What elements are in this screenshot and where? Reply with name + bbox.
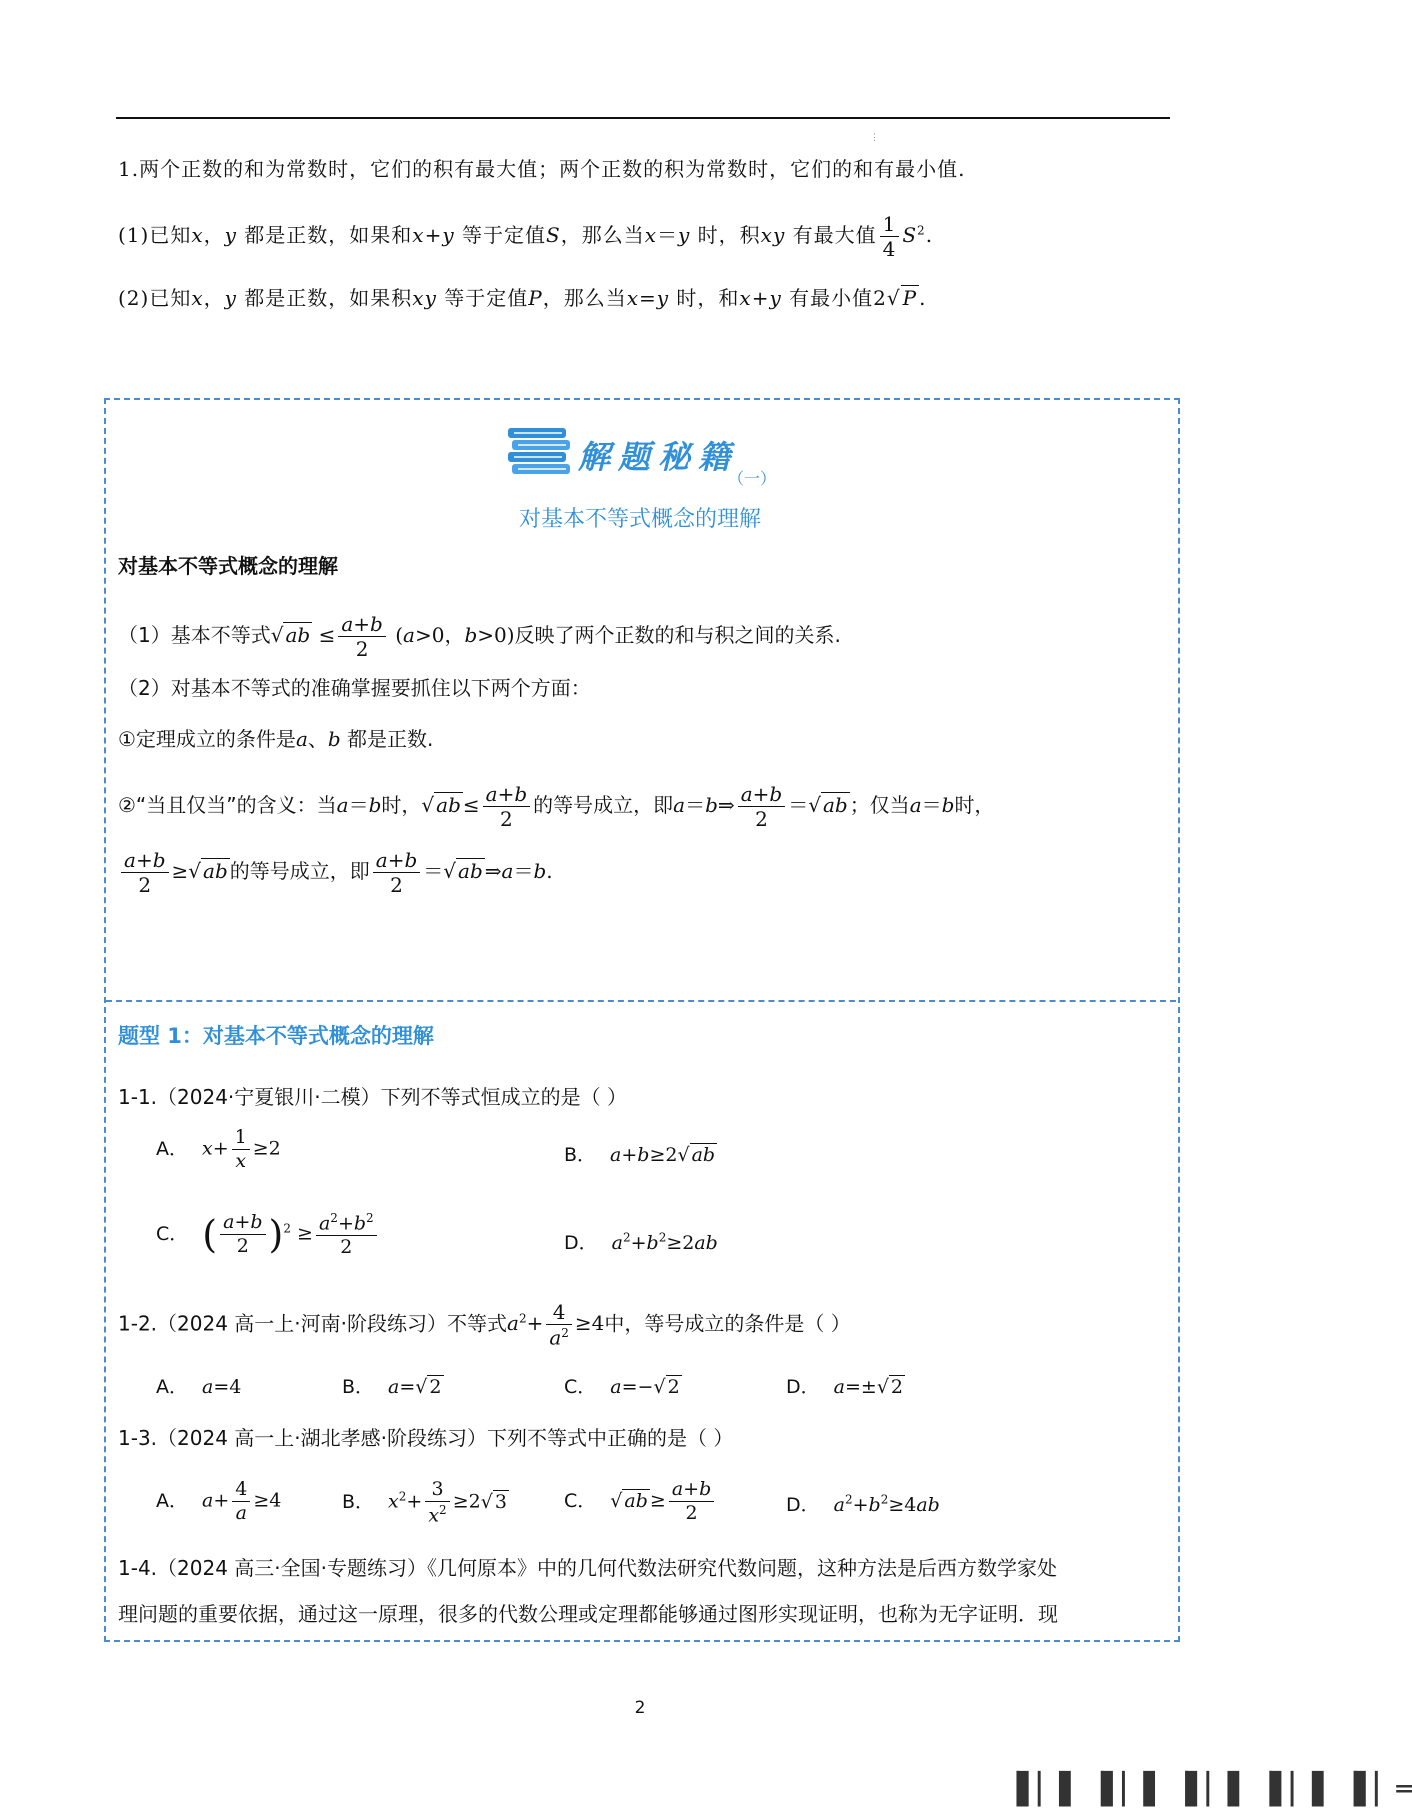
tips-heading: 对基本不等式概念的理解 bbox=[118, 554, 338, 578]
option-1-1-c: C． ( $\frac{a+b}{2}$ )$^2$ ≥ $\frac{a^2+b^2}{2}$ bbox=[156, 1210, 380, 1259]
tips-item-5: $\frac{a+b}{2}$ ≥√ ab 的等号成立，即 $\frac{a+b}{2}$ ＝√ ab ⇒a＝b. bbox=[118, 848, 553, 897]
question-1-4-line-1: 1-4.（2024 高三·全国·专题练习）《几何原本》中的几何代数法研究代数问题，这种方法是后西方数学家处 bbox=[118, 1556, 1057, 1580]
tips-title: 对基本不等式概念的理解 bbox=[518, 507, 761, 532]
tips-item-4: ②“当且仅当”的含义：当a＝b时，√ ab ≤ $\frac{a+b}{2}$ 的等号成立，即a＝b⇒ $\frac{a+b}{2}$ ＝√ ab ；仅当a＝b时， bbox=[118, 782, 995, 831]
tips-banner-sub: （一） bbox=[728, 469, 777, 488]
intro-line-3: (2)已知x，y 都是正数，如果积xy 等于定值P，那么当x=y 时，和x+y 有最小值2√ P . bbox=[118, 286, 927, 310]
option-1-1-d: D． $a^2+b^2\ge 2ab$ bbox=[564, 1230, 718, 1254]
tips-item-1: （1）基本不等式√ ab ≤ $\frac{a+b}{2}$ (a>0，b>0)反映了两个正数的和与积之间的关系. bbox=[118, 612, 841, 661]
tips-item-3: ①定理成立的条件是a、b 都是正数. bbox=[118, 727, 434, 751]
option-1-3-a: A． a+ $\frac{4}{a}$ ≥4 bbox=[156, 1478, 282, 1524]
books-icon bbox=[504, 422, 574, 478]
option-1-3-d: D． $a^2+b^2\ge 4ab$ bbox=[786, 1492, 940, 1516]
option-1-3-b: B． $x^2+$ $\frac{3}{x^2}$ ≥2√ 3 bbox=[342, 1478, 507, 1527]
question-1-4-line-2: 理问题的重要依据，通过这一原理，很多的代数公理或定理都能够通过图形实现证明，也称为无字证明．现 bbox=[118, 1602, 1058, 1626]
option-1-3-c: C． √ ab ≥ $\frac{a+b}{2}$ bbox=[564, 1478, 717, 1525]
option-1-2-b: B． a=√ 2 bbox=[342, 1376, 442, 1398]
watermark-bars-icon: ▕▌▏▌▕▌▏▌▕▌▏▌▕▌▏▌▕▌▏═ bbox=[996, 1772, 1412, 1807]
page-number: 2 bbox=[634, 1698, 646, 1718]
question-1-2: 1-2.（2024 高一上·河南·阶段练习）不等式$a^2+$ $\frac{4}{a^2}$ ≥4中，等号成立的条件是（ ） bbox=[118, 1300, 851, 1350]
option-1-2-d: D． a=±√ 2 bbox=[786, 1376, 904, 1398]
question-1-3: 1-3.（2024 高一上·湖北孝感·阶段练习）下列不等式中正确的是（ ） bbox=[118, 1426, 734, 1450]
option-1-1-a: A． x+ $\frac{1}{x}$ ≥2 bbox=[156, 1126, 281, 1172]
box-divider bbox=[106, 1000, 1176, 1002]
option-1-2-a: A． a=4 bbox=[156, 1376, 242, 1398]
intro-line-1: 1.两个正数的和为常数时，它们的积有最大值；两个正数的积为常数时，它们的和有最小值. bbox=[118, 157, 966, 181]
question-type-title: 题型 1：对基本不等式概念的理解 bbox=[118, 1024, 434, 1048]
option-1-2-c: C． a=−√ 2 bbox=[564, 1376, 680, 1398]
intro-line-2: (1)已知x，y 都是正数，如果和x+y 等于定值S，那么当x＝y 时，积xy 有最大值 $\frac{1}{4}$ $S^2$. bbox=[118, 212, 934, 261]
question-1-1: 1-1.（2024·宁夏银川·二模）下列不等式恒成立的是（ ） bbox=[118, 1085, 627, 1109]
header-rule bbox=[116, 117, 1170, 119]
tips-item-2: （2）对基本不等式的准确掌握要抓住以下两个方面： bbox=[118, 676, 591, 700]
option-1-1-b: B． a+b≥2√ ab bbox=[564, 1144, 716, 1166]
tips-banner: 解题秘籍 bbox=[578, 438, 739, 476]
margin-mark: ⋮ bbox=[870, 133, 879, 143]
